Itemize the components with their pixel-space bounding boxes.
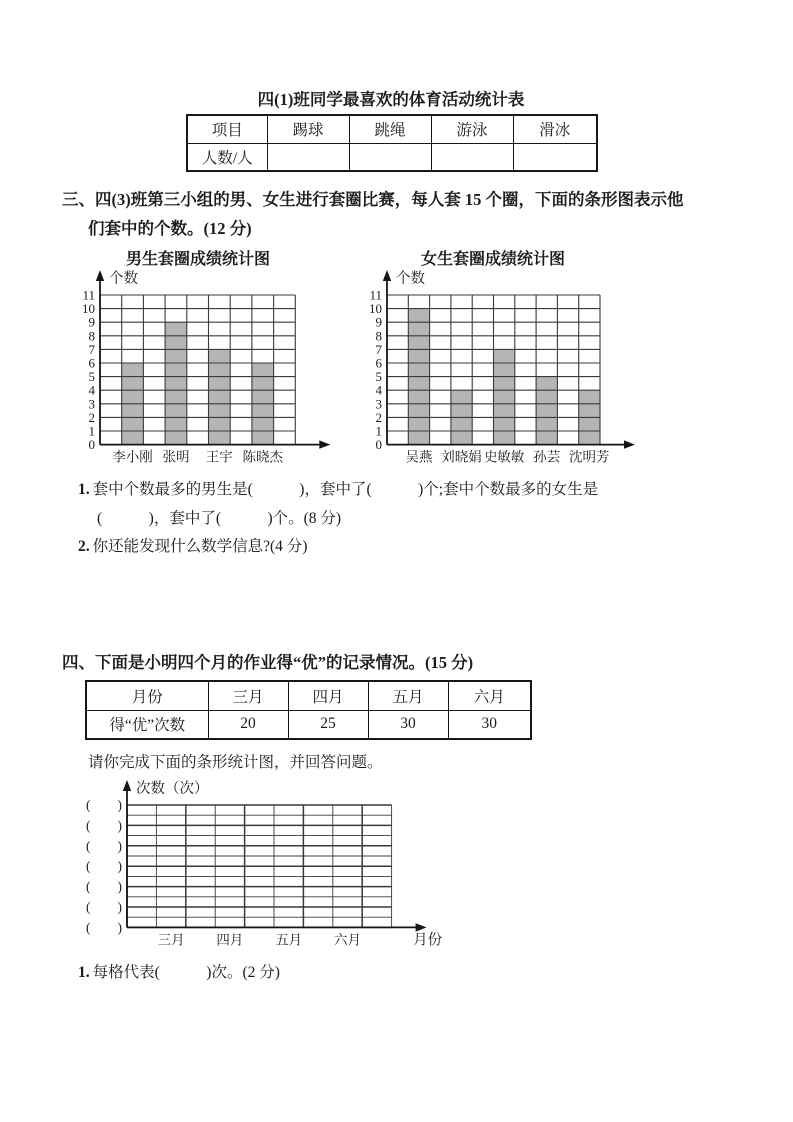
question-text: 每格代表( )次。(2 分) (92, 964, 280, 981)
section4-instruction: 请你完成下面的条形统计图，并回答问题。 (88, 754, 383, 771)
category-label: 刘晓娟 (441, 449, 482, 465)
header-cell: 六月 (448, 681, 531, 710)
bar (494, 349, 515, 444)
y-tick-label: 9 (88, 314, 95, 330)
y-tick-label: 2 (88, 409, 95, 425)
blank-bar-chart-grid (80, 777, 446, 958)
value-cell: 30 (448, 710, 531, 739)
category-label: 沈明芳 (569, 449, 610, 465)
blank-cell (267, 143, 349, 171)
bar (209, 349, 231, 444)
section3-heading-line2: 们套中的个数。(12 分) (88, 219, 252, 238)
y-tick-label: 1 (375, 423, 382, 439)
x-axis-arrow (624, 440, 635, 448)
y-axis-label: 个数 (396, 271, 425, 287)
y-tick-label: 8 (375, 328, 382, 344)
header-cell: 踢球 (267, 115, 349, 143)
value-cell: 20 (208, 710, 288, 739)
y-tick-label: ( ) (86, 817, 122, 833)
y-tick-label: 5 (375, 369, 382, 385)
question-text: 你还能发现什么数学信息?(4 分) (92, 538, 308, 555)
y-tick-label: ( ) (86, 858, 122, 874)
y-tick-label: ( ) (86, 797, 122, 813)
y-tick-label: ( ) (86, 838, 122, 854)
category-label: 五月 (275, 932, 303, 948)
y-tick-label: 3 (88, 396, 95, 412)
y-tick-label: 8 (88, 328, 95, 344)
y-tick-label: 2 (375, 409, 382, 425)
x-axis-arrow (319, 440, 330, 448)
x-axis-arrow (416, 923, 427, 931)
table-row (86, 710, 531, 739)
category-label: 王宇 (205, 449, 233, 465)
girls-chart-title: 女生套圈成绩统计图 (420, 251, 565, 268)
y-tick-label: 10 (82, 301, 95, 317)
y-tick-label: ( ) (86, 879, 122, 895)
question-number: 2. (78, 538, 90, 555)
section3-question1-line2 (97, 506, 341, 528)
table-row (187, 143, 597, 171)
y-tick-label: 1 (88, 423, 95, 439)
y-axis-label: 个数 (109, 271, 138, 287)
category-label: 吴燕 (405, 449, 433, 465)
table-header-row (86, 681, 531, 710)
y-tick-label: 7 (88, 341, 95, 357)
value-cell: 30 (368, 710, 448, 739)
category-label: 六月 (334, 932, 361, 948)
question-number: 1. (78, 481, 90, 498)
blank-cell (513, 143, 597, 171)
bar (536, 377, 557, 445)
y-tick-label: 0 (375, 437, 382, 453)
header-cell: 四月 (288, 681, 368, 710)
y-axis-arrow (96, 270, 104, 281)
question-text: 套中个数最多的男生是( )，套中了( )个;套中个数最多的女生是 (92, 481, 599, 498)
header-cell: 三月 (208, 681, 288, 710)
header-cell: 跳绳 (349, 115, 431, 143)
sports-table-title: 四(1)班同学最喜欢的体育活动统计表 (257, 90, 525, 109)
y-tick-label: 7 (375, 341, 382, 357)
section3-question1-line1 (78, 477, 598, 499)
question-number: 1. (78, 964, 90, 981)
y-tick-label: 11 (82, 287, 95, 303)
header-cell: 月份 (86, 681, 208, 710)
y-axis-arrow (383, 270, 391, 281)
category-label: 四月 (216, 932, 244, 948)
y-tick-label: 9 (375, 314, 382, 330)
question-text: ( )，套中了( )个。(8 分) (97, 510, 342, 527)
records-table (85, 680, 532, 740)
y-tick-label: ( ) (86, 919, 122, 935)
blank-cell (349, 143, 431, 171)
boys-chart (70, 268, 336, 471)
header-cell: 游泳 (431, 115, 513, 143)
section4-heading: 四、下面是小明四个月的作业得“优”的记录情况。(15 分) (62, 653, 474, 672)
y-tick-label: 3 (375, 396, 382, 412)
y-tick-label: 4 (375, 382, 382, 398)
y-tick-label: 11 (369, 287, 382, 303)
x-axis-label: 月份 (413, 932, 443, 949)
girls-chart (357, 268, 640, 471)
section3-heading-line1: 三、四(3)班第三小组的男、女生进行套圈比赛，每人套 15 个圈，下面的条形图表示他 (62, 190, 684, 209)
category-label: 三月 (157, 932, 185, 948)
sports-activity-table (186, 114, 598, 172)
bar (165, 322, 187, 444)
chart-svg (70, 268, 336, 471)
y-axis-arrow (123, 780, 131, 791)
y-axis-label: 次数（次） (136, 781, 209, 797)
boys-chart-title: 男生套圈成绩统计图 (125, 251, 270, 268)
value-cell: 25 (288, 710, 368, 739)
y-tick-label: 4 (88, 382, 95, 398)
row-label-cell: 人数/人 (187, 143, 267, 171)
y-tick-label: 0 (88, 437, 95, 453)
header-cell: 五月 (368, 681, 448, 710)
category-label: 孙芸 (533, 449, 561, 465)
y-tick-label: 6 (375, 355, 382, 371)
y-tick-label: 10 (369, 301, 382, 317)
table-header-row (187, 115, 597, 143)
category-label: 陈晓杰 (242, 449, 284, 465)
chart-svg (357, 268, 640, 471)
chart-svg (80, 777, 446, 958)
section4-question1 (78, 960, 280, 982)
y-tick-label: 5 (88, 369, 95, 385)
section3-question2 (78, 534, 307, 556)
header-cell: 项目 (187, 115, 267, 143)
row-label-cell: 得“优”次数 (86, 710, 208, 739)
header-cell: 滑冰 (513, 115, 597, 143)
category-label: 李小刚 (112, 449, 153, 465)
blank-cell (431, 143, 513, 171)
y-tick-label: 6 (88, 355, 95, 371)
category-label: 史敏敏 (483, 449, 525, 465)
y-tick-label: ( ) (86, 899, 122, 915)
category-label: 张明 (162, 449, 190, 465)
